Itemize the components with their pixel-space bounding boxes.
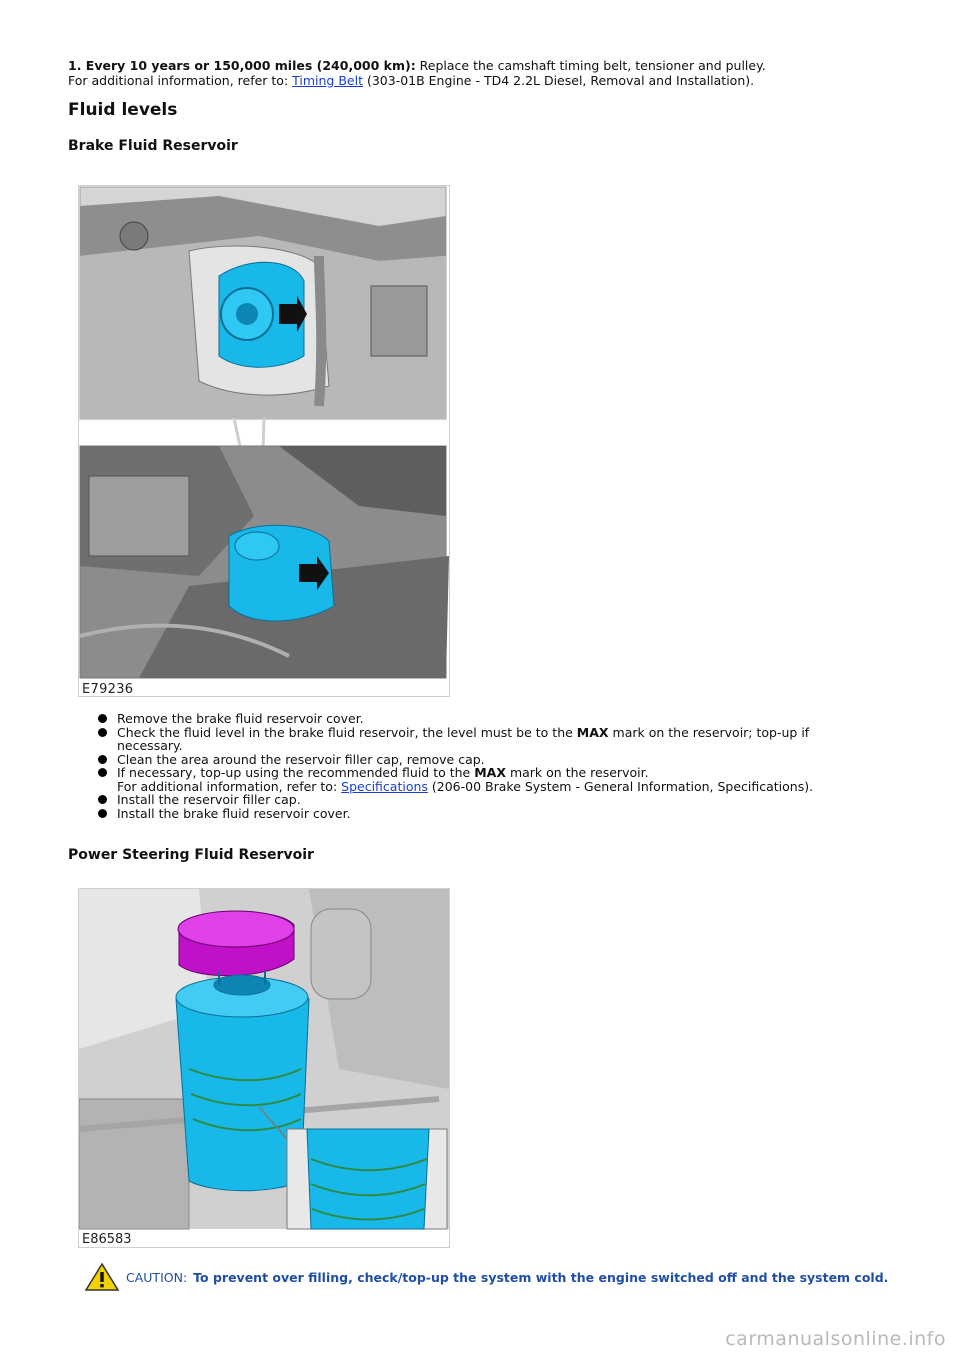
power-steering-section-title: Power Steering Fluid Reservoir — [68, 847, 314, 863]
list-item — [98, 753, 878, 767]
list-item — [98, 807, 878, 821]
step-text: Clean the area around the reservoir filler cap, remove cap. — [117, 751, 485, 767]
caution-text: To prevent over filling, check/top-up the system with the engine switched off and the system cold. — [193, 1269, 889, 1285]
step-text: Remove the brake fluid reservoir cover. — [117, 711, 364, 726]
list-item — [98, 793, 878, 807]
step-ref-prefix: For additional information, refer to: — [117, 778, 342, 794]
brake-reservoir-figure — [78, 185, 450, 697]
caution-label: CAUTION: — [126, 1269, 188, 1285]
power-steering-figure — [78, 888, 450, 1248]
intro-step-text: Replace the camshaft timing belt, tensioner and pulley. — [415, 58, 766, 73]
timing-belt-link[interactable]: Timing Belt — [292, 73, 363, 88]
watermark: carmanualsonline.info — [725, 1328, 946, 1350]
step-text: mark on the reservoir; top-up if necessary. — [117, 724, 810, 753]
intro-paragraph — [68, 58, 928, 88]
intro-ref-prefix: For additional information, refer to: — [68, 73, 293, 88]
section-title: Fluid levels — [68, 100, 178, 120]
power-steering-illustration — [79, 889, 449, 1247]
list-item — [98, 726, 878, 753]
list-item — [98, 712, 878, 726]
step-text: mark on the reservoir. — [505, 765, 649, 780]
max-mark-label: MAX — [576, 724, 609, 740]
caution-notice — [84, 1262, 944, 1292]
power-steering-figure-id: E86583 — [82, 1232, 132, 1247]
list-item — [98, 766, 878, 793]
specifications-link[interactable]: Specifications — [341, 778, 428, 794]
brake-steps-list — [98, 712, 878, 820]
brake-reservoir-illustration — [79, 186, 449, 696]
step-text: Install the reservoir filler cap. — [117, 792, 301, 807]
step-text: If necessary, top-up using the recommended fluid to the — [117, 765, 475, 780]
brake-section-title: Brake Fluid Reservoir — [68, 138, 238, 154]
step-text: Install the brake fluid reservoir cover. — [117, 805, 351, 821]
max-mark-label: MAX — [474, 765, 506, 780]
warning-triangle-icon — [84, 1262, 120, 1292]
intro-step-lead: 1. Every 10 years or 150,000 miles (240,000 km): — [68, 58, 416, 73]
step-text: Check the fluid level in the brake fluid reservoir, the level must be to the — [117, 724, 577, 740]
brake-figure-id: E79236 — [82, 682, 134, 696]
step-ref-suffix: (206-00 Brake System - General Information, Specifications). — [427, 778, 814, 794]
intro-ref-suffix: (303-01B Engine - TD4 2.2L Diesel, Removal and Installation). — [362, 73, 755, 88]
